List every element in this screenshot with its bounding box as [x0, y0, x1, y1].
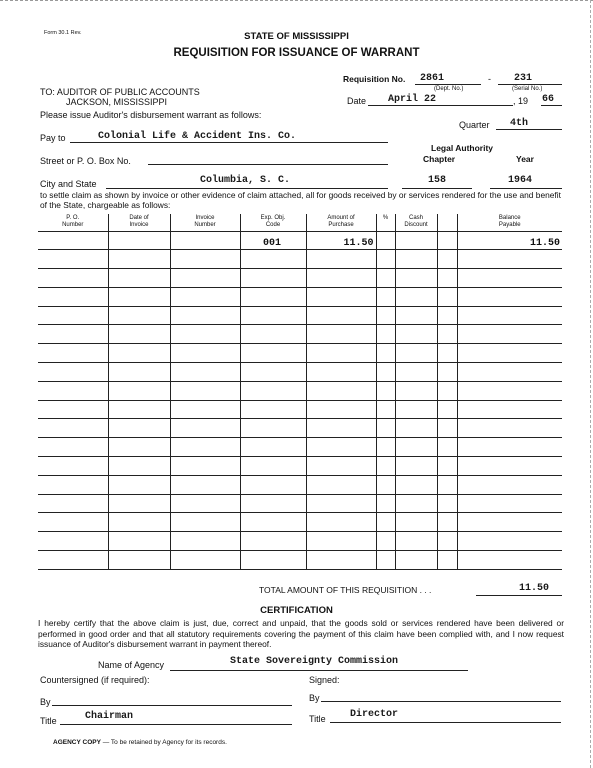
by-line-left [52, 705, 292, 706]
table-cell [437, 231, 457, 250]
table-cell [376, 381, 395, 400]
city-value: Columbia, S. C. [200, 175, 291, 186]
table-cell [437, 325, 457, 344]
table-cell [395, 344, 437, 363]
table-cell [437, 494, 457, 513]
table-cell [376, 457, 395, 476]
agency-name-label: Name of Agency [98, 660, 165, 670]
table-cell [240, 269, 306, 288]
table-cell [395, 287, 437, 306]
table-cell [38, 551, 108, 570]
table-cell [240, 494, 306, 513]
form-number: Form 30.1 Rev. [44, 30, 82, 36]
table-cell [170, 344, 240, 363]
table-header-cell: Amount of Purchase [306, 214, 376, 231]
to-auditor: TO: AUDITOR OF PUBLIC ACCOUNTS [40, 87, 200, 97]
table-cell [395, 551, 437, 570]
table-cell [170, 363, 240, 382]
table-cell [38, 438, 108, 457]
table-row [38, 438, 562, 457]
agency-name-value: State Sovereignty Commission [230, 656, 399, 667]
table-cell [457, 532, 562, 551]
table-cell [395, 494, 437, 513]
table-cell [306, 250, 376, 269]
table-cell [437, 381, 457, 400]
table-cell [376, 438, 395, 457]
table-cell [38, 325, 108, 344]
table-cell [395, 457, 437, 476]
table-cell [38, 532, 108, 551]
table-cell [38, 381, 108, 400]
table-row [38, 287, 562, 306]
chapter-label: Chapter [423, 154, 456, 164]
table-cell: 11.50 [457, 231, 562, 250]
table-cell [376, 231, 395, 250]
table-row [38, 551, 562, 570]
table-cell [376, 269, 395, 288]
table-cell [395, 325, 437, 344]
legal-year-value: 1964 [508, 175, 533, 186]
table-row [38, 494, 562, 513]
dept-no-value: 2861 [420, 73, 445, 84]
table-cell [108, 551, 170, 570]
total-label: TOTAL AMOUNT OF THIS REQUISITION . . . [259, 585, 432, 595]
table-cell [395, 306, 437, 325]
table-cell [376, 306, 395, 325]
table-row [38, 419, 562, 438]
table-cell [240, 475, 306, 494]
table-cell [457, 457, 562, 476]
table-cell [108, 438, 170, 457]
table-cell [395, 250, 437, 269]
table-cell [437, 250, 457, 269]
table-cell [306, 269, 376, 288]
pay-to-label: Pay to [40, 133, 66, 143]
legal-authority-label: Legal Authority [431, 143, 494, 153]
table-cell [170, 325, 240, 344]
table-cell [457, 250, 562, 269]
table-row [38, 363, 562, 382]
table-cell [306, 438, 376, 457]
table-cell [437, 532, 457, 551]
settle-text: to settle claim as shown by invoice or other evidence of claim attached, all for goods received by or services rendered for the use and benefit of the State, chargeable as follows: [40, 190, 561, 210]
table-cell [170, 551, 240, 570]
table-cell [395, 400, 437, 419]
table-cell [306, 494, 376, 513]
instruction-text: Please issue Auditor's disbursement warrant as follows: [40, 110, 262, 120]
table-cell [306, 532, 376, 551]
table-cell [457, 438, 562, 457]
table-cell [457, 306, 562, 325]
agency-name-line [170, 670, 468, 671]
table-cell [395, 269, 437, 288]
table-cell [457, 363, 562, 382]
table-cell [170, 532, 240, 551]
year-label: Year [516, 154, 534, 164]
table-cell [170, 287, 240, 306]
requisition-separator: - [488, 74, 491, 84]
table-cell [108, 513, 170, 532]
state-heading: STATE OF MISSISSIPPI [244, 31, 349, 42]
table-cell [376, 494, 395, 513]
serial-no-caption: (Serial No.) [512, 86, 543, 92]
table-row [38, 306, 562, 325]
table-cell [170, 419, 240, 438]
table-header-cell: Invoice Number [170, 214, 240, 231]
footer-note [53, 739, 227, 746]
table-cell [240, 306, 306, 325]
city-label: City and State [40, 179, 97, 189]
table-cell [38, 400, 108, 419]
countersigned-label: Countersigned (if required): [40, 675, 150, 685]
table-cell [457, 494, 562, 513]
title-label-right: Title [309, 714, 326, 724]
table-cell [376, 419, 395, 438]
year-suffix: 66 [542, 94, 555, 105]
table-cell [108, 457, 170, 476]
table-cell [170, 231, 240, 250]
table-header-cell: % [376, 214, 395, 231]
serial-no-value: 231 [514, 73, 533, 84]
table-row [38, 400, 562, 419]
table-cell [376, 551, 395, 570]
table-cell [240, 457, 306, 476]
table-cell [108, 344, 170, 363]
table-header-cell: Date of Invoice [108, 214, 170, 231]
table-row [38, 475, 562, 494]
table-cell [306, 475, 376, 494]
table-cell [437, 475, 457, 494]
table-cell [437, 438, 457, 457]
title-value-left: Chairman [85, 711, 134, 722]
table-cell [108, 475, 170, 494]
table-header-cell: P. O. Number [38, 214, 108, 231]
table-header-cell: Cash Discount [395, 214, 437, 231]
table-cell [170, 400, 240, 419]
table-cell [376, 344, 395, 363]
certification-text: I hereby certify that the above claim is just, due, correct and unpaid, that the goods sold or services rendered have been delivered or performed in good order and that all statutory requirements covering the payment of this claim have been complied with, and I now request issuance of Auditor's disbursement warrant in payment thereof. [38, 618, 564, 649]
table-cell [38, 513, 108, 532]
to-city: JACKSON, MISSISSIPPI [66, 97, 168, 107]
table-cell [306, 551, 376, 570]
dept-no-caption: (Dept. No.) [434, 86, 464, 92]
line-items-table [38, 214, 562, 570]
street-label: Street or P. O. Box No. [40, 156, 131, 166]
table-cell [240, 325, 306, 344]
table-cell [108, 381, 170, 400]
table-cell [38, 269, 108, 288]
table-cell [170, 438, 240, 457]
table-cell [376, 513, 395, 532]
table-cell [38, 344, 108, 363]
table-cell [108, 494, 170, 513]
table-row [38, 325, 562, 344]
table-cell [306, 419, 376, 438]
table-cell [376, 475, 395, 494]
table-cell [108, 419, 170, 438]
table-cell [170, 494, 240, 513]
table-cell [170, 381, 240, 400]
table-cell [395, 438, 437, 457]
table-cell [306, 381, 376, 400]
table-cell [240, 381, 306, 400]
table-cell [457, 513, 562, 532]
table-cell [108, 269, 170, 288]
dept-no-line [415, 84, 481, 85]
table-cell [437, 551, 457, 570]
form-title: REQUISITION FOR ISSUANCE OF WARRANT [173, 47, 420, 59]
table-cell [240, 363, 306, 382]
table-cell [240, 400, 306, 419]
table-cell [38, 475, 108, 494]
table-cell [108, 325, 170, 344]
table-cell [395, 419, 437, 438]
city-line [106, 188, 388, 189]
serial-no-line [498, 84, 562, 85]
table-row [38, 269, 562, 288]
table-cell [240, 438, 306, 457]
table-cell [306, 306, 376, 325]
table-row [38, 513, 562, 532]
table-row [38, 231, 562, 250]
table-header-cell: Balance Payable [457, 214, 562, 231]
table-row [38, 381, 562, 400]
table-row [38, 250, 562, 269]
table-cell [306, 513, 376, 532]
table-cell [108, 231, 170, 250]
by-label-left: By [40, 697, 51, 707]
quarter-label: Quarter [459, 120, 490, 130]
footer-agency-copy: AGENCY COPY [53, 739, 101, 746]
total-value: 11.50 [519, 583, 550, 594]
table-cell [306, 400, 376, 419]
table-cell [240, 513, 306, 532]
perforation-top [0, 0, 593, 1]
by-label-right: By [309, 693, 320, 703]
table-cell [38, 363, 108, 382]
table-cell [38, 287, 108, 306]
table-cell [240, 344, 306, 363]
table-cell [395, 513, 437, 532]
table-cell [170, 513, 240, 532]
table-cell [437, 457, 457, 476]
table-row [38, 532, 562, 551]
table-cell [240, 532, 306, 551]
year-prefix: , 19 [513, 96, 529, 106]
date-label: Date [347, 96, 367, 106]
table-cell [437, 400, 457, 419]
table-header-row [38, 214, 562, 231]
signed-label: Signed: [309, 675, 340, 685]
table-cell [376, 400, 395, 419]
requisition-label: Requisition No. [343, 74, 406, 84]
total-line [476, 595, 562, 596]
table-cell [170, 306, 240, 325]
table-cell [306, 363, 376, 382]
chapter-value: 158 [428, 175, 447, 186]
table-cell [437, 344, 457, 363]
table-cell [170, 475, 240, 494]
legal-year-line [490, 188, 562, 189]
table-cell [395, 363, 437, 382]
table-cell [38, 494, 108, 513]
table-cell [108, 250, 170, 269]
table-cell: 11.50 [306, 231, 376, 250]
table-cell [457, 419, 562, 438]
table-cell [38, 250, 108, 269]
table-header-cell [437, 214, 457, 231]
date-value: April 22 [388, 94, 437, 105]
table-cell [457, 475, 562, 494]
table-cell [240, 551, 306, 570]
table-cell [38, 457, 108, 476]
quarter-value: 4th [510, 118, 529, 129]
table-cell [376, 325, 395, 344]
table-cell [395, 475, 437, 494]
table-cell [170, 457, 240, 476]
table-cell [108, 287, 170, 306]
date-line [368, 105, 513, 106]
table-cell [240, 419, 306, 438]
table-row [38, 344, 562, 363]
table-cell [437, 269, 457, 288]
table-cell [457, 344, 562, 363]
table-cell [437, 513, 457, 532]
table-cell [437, 287, 457, 306]
table-cell [457, 381, 562, 400]
table-cell [306, 457, 376, 476]
chapter-line [402, 188, 472, 189]
by-line-right [321, 701, 561, 702]
title-line-right [330, 722, 561, 723]
certification-heading: CERTIFICATION [260, 605, 333, 616]
table-cell [108, 363, 170, 382]
perforation-right [590, 0, 591, 768]
table-cell [437, 363, 457, 382]
table-cell: 001 [240, 231, 306, 250]
quarter-line [496, 129, 562, 130]
pay-to-value: Colonial Life & Accident Ins. Co. [98, 131, 297, 142]
table-cell [306, 344, 376, 363]
table-cell [170, 250, 240, 269]
title-label-left: Title [40, 716, 57, 726]
table-cell [457, 287, 562, 306]
table-cell [457, 551, 562, 570]
table-cell [457, 400, 562, 419]
table-row [38, 457, 562, 476]
table-cell [457, 269, 562, 288]
year-line [541, 105, 562, 106]
table-cell [240, 287, 306, 306]
table-cell [395, 381, 437, 400]
table-cell [38, 231, 108, 250]
title-value-right: Director [350, 709, 399, 720]
table-cell [108, 306, 170, 325]
table-cell [240, 250, 306, 269]
table-header-cell: Exp. Obj. Code [240, 214, 306, 231]
table-cell [376, 250, 395, 269]
table-cell [38, 306, 108, 325]
table-cell [457, 325, 562, 344]
table-cell [108, 400, 170, 419]
table-cell [38, 419, 108, 438]
table-cell [376, 363, 395, 382]
table-cell [395, 231, 437, 250]
table-cell [437, 306, 457, 325]
table-cell [170, 269, 240, 288]
table-cell [306, 287, 376, 306]
table-body [38, 231, 562, 569]
table-cell [306, 325, 376, 344]
table-cell [108, 532, 170, 551]
title-line-left [60, 724, 292, 725]
footer-text: — To be retained by Agency for its records. [100, 739, 227, 746]
street-line [148, 164, 388, 165]
pay-to-line [70, 142, 388, 143]
table-cell [376, 532, 395, 551]
table-cell [395, 532, 437, 551]
table-cell [376, 287, 395, 306]
table-cell [437, 419, 457, 438]
